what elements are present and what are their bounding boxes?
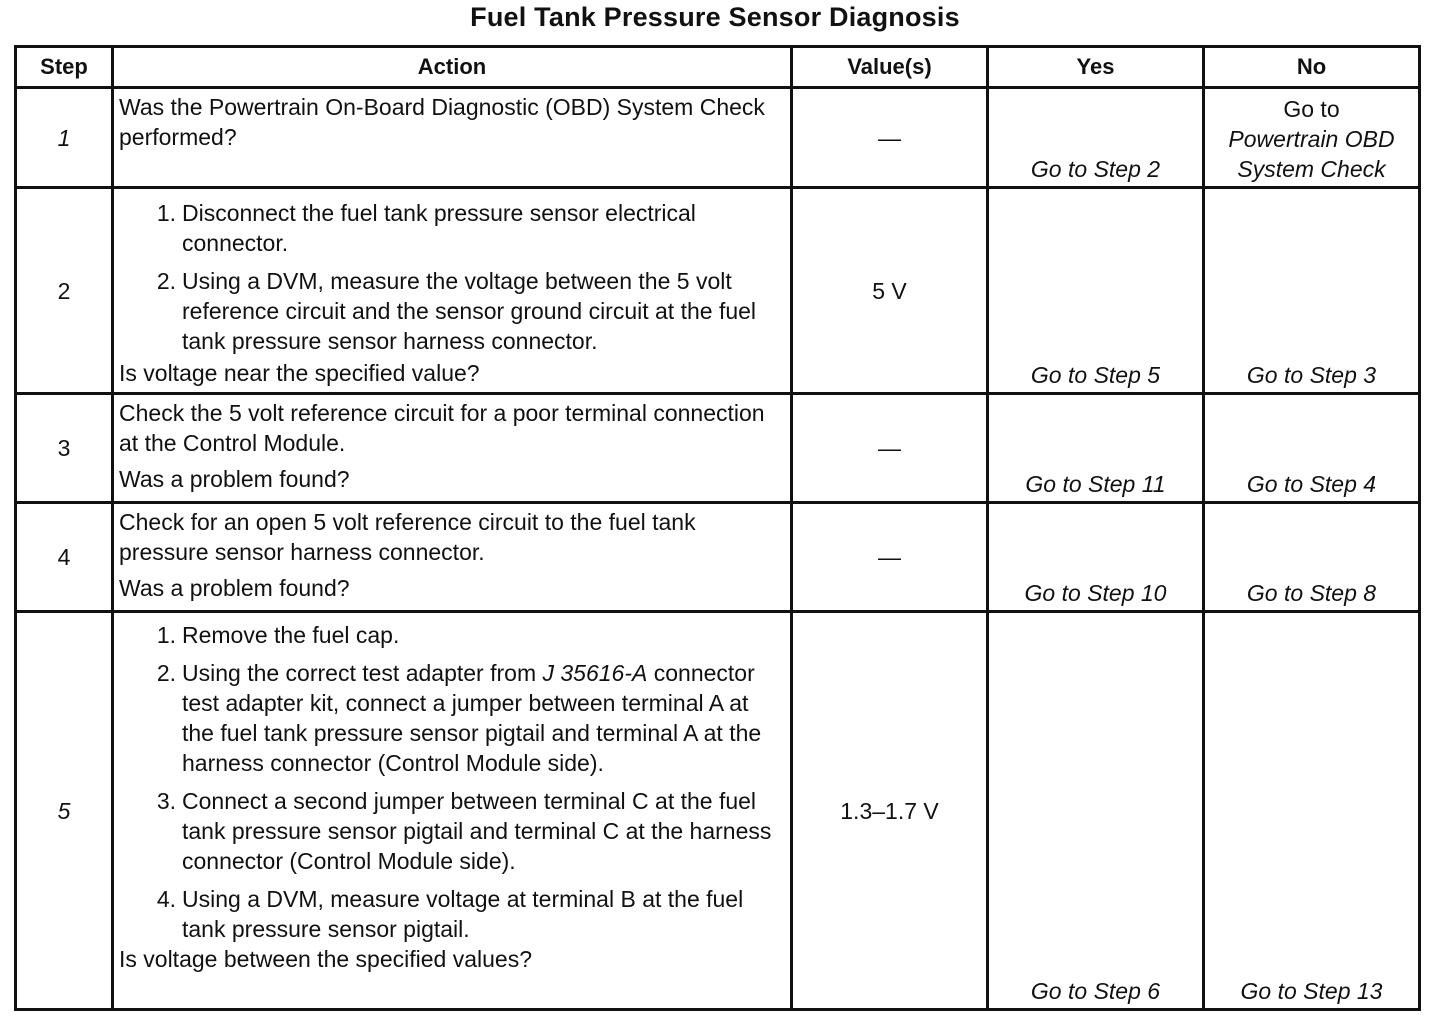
no-cell xyxy=(1204,188,1420,394)
action-question: Is voltage near the specified value? xyxy=(119,360,480,386)
yes-cell xyxy=(988,503,1204,612)
yes-cell xyxy=(988,188,1204,394)
action-cell xyxy=(113,503,792,612)
no-goto xyxy=(1205,94,1418,184)
table-row xyxy=(16,88,1420,188)
no-goto-line: System Check xyxy=(1237,156,1386,182)
value-cell: — xyxy=(792,88,988,188)
no-cell xyxy=(1204,612,1420,1010)
no-goto: Go to Step 4 xyxy=(1246,471,1377,497)
no-goto: Go to Step 13 xyxy=(1240,978,1383,1004)
action-step: 1. Disconnect the fuel tank pressure sensor electrical connector. xyxy=(156,200,696,256)
header-values: Value(s) xyxy=(792,47,988,88)
value-cell: — xyxy=(792,394,988,503)
value-cell: — xyxy=(792,503,988,612)
table-row xyxy=(16,188,1420,394)
yes-goto: Go to Step 11 xyxy=(1025,471,1166,497)
action-question: Is voltage between the specified values? xyxy=(119,946,532,972)
action-steps xyxy=(119,620,784,944)
table-row xyxy=(16,612,1420,1010)
header-no: No xyxy=(1204,47,1420,88)
no-cell xyxy=(1204,88,1420,188)
header-step: Step xyxy=(16,47,113,88)
action-step: 2. Using the correct test adapter from J 35616-A connector test adapter kit, connect a jumper between terminal A at the fuel tank pressure sensor pigtail and terminal A at the harness connector (Control Module side). xyxy=(156,660,762,776)
action-step: 2. Using a DVM, measure the voltage between the 5 volt reference circuit and the sensor ground circuit at the fuel tank pressure sensor harness connector. xyxy=(156,268,757,354)
yes-cell xyxy=(988,88,1204,188)
no-cell xyxy=(1204,503,1420,612)
step-number: 4 xyxy=(16,503,113,612)
table-row xyxy=(16,503,1420,612)
yes-goto: Go to Step 10 xyxy=(1024,580,1167,606)
value-cell: 5 V xyxy=(792,188,988,394)
diagnosis-table xyxy=(14,45,1421,1011)
action-cell xyxy=(113,188,792,394)
header-yes: Yes xyxy=(988,47,1204,88)
action-cell xyxy=(113,88,792,188)
yes-goto: Go to Step 6 xyxy=(1030,978,1161,1004)
header-action: Action xyxy=(113,47,792,88)
yes-cell xyxy=(988,394,1204,503)
action-text: Was the Powertrain On-Board Diagnostic (OBD) System Check performed? xyxy=(119,94,765,150)
yes-cell xyxy=(988,612,1204,1010)
tool-reference: J 35616-A xyxy=(542,660,648,686)
header-row xyxy=(16,47,1420,88)
step-number: 5 xyxy=(16,612,113,1010)
yes-goto: Go to Step 5 xyxy=(1030,362,1161,388)
no-goto-line: Powertrain OBD xyxy=(1228,126,1395,152)
table-row xyxy=(16,394,1420,503)
page-title: Fuel Tank Pressure Sensor Diagnosis xyxy=(470,2,960,32)
action-steps xyxy=(119,198,784,356)
action-text: Check the 5 volt reference circuit for a poor terminal connection at the Control Module. xyxy=(119,400,765,456)
action-question: Was a problem found? xyxy=(119,575,350,601)
yes-goto: Go to Step 2 xyxy=(1030,156,1161,182)
action-question: Was a problem found? xyxy=(119,466,350,492)
action-cell xyxy=(113,612,792,1010)
no-goto: Go to Step 8 xyxy=(1246,580,1377,606)
action-cell xyxy=(113,394,792,503)
action-step: 4. Using a DVM, measure voltage at terminal B at the fuel tank pressure sensor pigtail. xyxy=(156,886,744,942)
step-number: 2 xyxy=(16,188,113,394)
no-cell xyxy=(1204,394,1420,503)
step-number: 3 xyxy=(16,394,113,503)
action-step: 1. Remove the fuel cap. xyxy=(156,622,400,648)
action-step: 3. Connect a second jumper between terminal C at the fuel tank pressure sensor pigtail and terminal C at the harness connector (Control Module side). xyxy=(156,788,772,874)
no-goto: Go to Step 3 xyxy=(1246,362,1377,388)
value-cell: 1.3–1.7 V xyxy=(792,612,988,1010)
step-number: 1 xyxy=(16,88,113,188)
no-goto-line: Go to xyxy=(1283,96,1340,122)
action-text: Check for an open 5 volt reference circuit to the fuel tank pressure sensor harness connector. xyxy=(119,509,696,565)
